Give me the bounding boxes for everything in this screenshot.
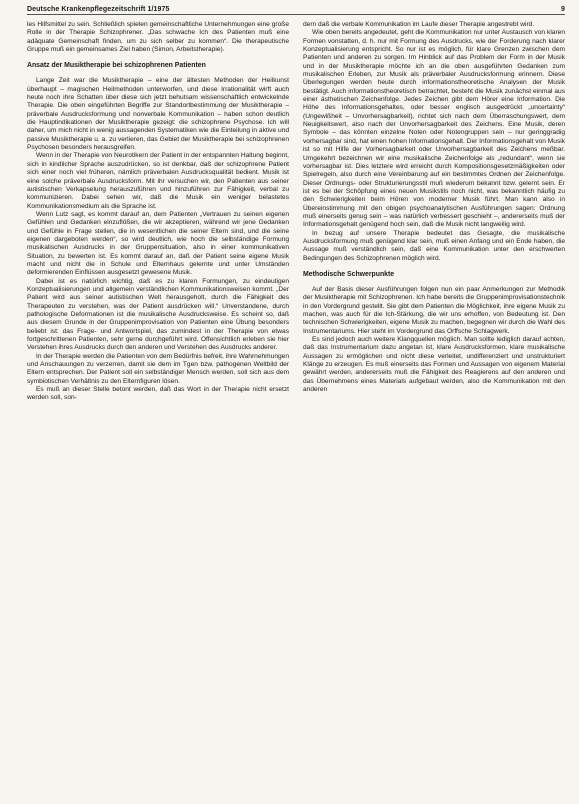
paragraph: dern daß die verbale Kommunikation im Laufe dieser Therapie angestrebt wird.: [303, 21, 535, 28]
section-heading: Ansatz der Musiktherapie bei schizophrenen Patienten: [27, 62, 206, 70]
journal-title: Deutsche Krankenpflegezeitschrift 1/1975: [27, 6, 170, 13]
paragraph: Auf der Basis dieser Ausführungen folgen nun ein paar Anmerkungen zur Methodik der Musiktherapie mit Schizophrenen. Ich habe bereits die Gruppenimprovisationstechnik in den Vordergrund gestellt. Sie gibt dem Patienten die Möglichkeit, ihre eigene Musik zu machen, was auch für die Ich-Stärkung, die wir uns erhoffen, von Bedeutung ist. Den technischen Schwierigkeiten, eigene Musik zu machen, begegnen wir durch die Wahl des Instrumentariums. Hier steht im Vordergrund das Orffsche Schlagwerk.: [303, 285, 565, 335]
right-column: [303, 21, 565, 403]
section-heading: Methodische Schwerpunkte: [303, 270, 395, 278]
paragraph: Dabei ist es natürlich wichtig, daß es zu klaren Formungen, zu eindeutigen Konzeptualisierungen und allgemein verständlichen Kommunikationsweisen kommt. „Der Patient wird aus seiner autistischen Welt herausgeholt, durch die Fähigkeit des Therapeuten zu verstehen, was der Patient ausdrücken will.“ Unverstandene, durch pathologische Deformationen ist die musikalische Ausdrucksweise. Es scheint so, daß aus diesem Grunde in der Gruppenimprovisation von Patienten eine Übung besonders beliebt ist: das Frage- und Antwortspiel, das zumindest in der Therapie von etwas fortgeschrittenen Patienten, sehr gerne durchgeführt wird. Offensichtlich erleben sie hier Verstehen ihres Ausdrucks durch den anderen und Verstehen des Ausdrucks anderer.: [27, 277, 289, 352]
paragraph: Lange Zeit war die Musiktherapie – eine der ältesten Methoden der Heilkunst überhaupt – magischen Heilmethoden unterworfen, und diese Irrationalität wirft auch heute noch ihre Schatten über diese sich jetzt behutsam wissenschaftlich entwickelnde Therapie. Die oben eingeführten Begriffe zur Standortbestimmung der Musiktherapie – präverbale Ausdrucksformung und nonverbale Kommunikation – haben schon deutlich die Hauptindikationen der Musiktherapie gezeigt: die schizophrene Psychose. Ich will daher, um mich nicht in wenig aussagenden Systematiken wie die Einteilung in aktive und passive Musiktherapie u. a. zu verlieren, das Gebiet der Musiktherapie bei schizophrenen Psychosen besonders herausgreifen.: [27, 77, 289, 152]
paragraph: In der Therapie werden die Patienten von dem Bedürfnis befreit, ihre Wahrnehmungen und Anschauungen zu verzerren, damit sie dem im Tgen bzw. pathogenen Weltbild der Eltern entsprechen. Der Patient soll ein selbständiger Mensch werden, soll sich aus dem symbiotischen Verhältnis zu den Elternfiguren lösen.: [27, 352, 289, 385]
page-header: [27, 6, 565, 15]
left-column: [27, 21, 289, 403]
paragraph: Es sind jedoch auch weitere Klangquellen möglich. Man sollte lediglich darauf achten, daß das Instrumentarium dazu angetan ist, klare Ausdrucksformen, klare musikalische Aussagen zu ermöglichen und nicht diese verleitet, undifferenziert und unstrukturiert Klänge zu erzeugen. Es muß einerseits das Formen und Aussagen von eigenem Material gewährt werden, andererseits muß die Fähigkeit des Reagierens auf den anderen und das Übernehmens eines Materials aufgebaut werden, also die Kommunikation mit den anderen: [303, 336, 565, 394]
page-number: 9: [561, 6, 565, 13]
text-columns: [27, 21, 565, 403]
paragraph: les Hilfsmittel zu sein. Schließlich spielen gemeinschaftliche Unternehmungen eine große Rolle in der Therapie Schizophrener. „Das schwache Ich des Patienten muß eine adäquate Gemeinschaft finden, um zu sich selber zu kommen“. Die therapeutische Gruppe muß ein gemeinsames Ziel haben (Simon, Arbeitstherapie).: [27, 21, 289, 54]
paragraph: In bezug auf unsere Therapie bedeutet das Gesagte, die musikalische Ausdrucksformung muß genügend klar sein, muß einen Anfang und ein Ende haben, die Aussage muß verständlich sein, daß eine Kommunikation unter den erschwerten Bedingungen des Schizophrenen möglich wird.: [303, 229, 565, 262]
paragraph: Wenn Lutz sagt, es kommt darauf an, dem Patienten „Vertrauen zu seinen eigenen Gefühlen und Gedanken einzuflößen, die wir akzeptieren, während wir jene Gedanken und Gefühle in Frage stellen, die in wesentlichen die seiner Eltern sind, und die seine eigenen dargeboten werden“, so wird deutlich, wie hoch die selbständige Formung musikalischen Ausdrucks in der Gruppensituation, also in einer kommunikativen Situation, zu bewerten ist. Es kommt darauf an, daß der Patient seine eigene Musik macht und nicht die in Schule und Elternhaus gelernte und unter Umständen deformierenden Einflüssen ausgesetzt gewesene Musik.: [27, 210, 289, 277]
paragraph: Es muß an dieser Stelle betont werden, daß das Wort in der Therapie nicht ersetzt werden soll, son-: [27, 386, 289, 402]
paragraph: Wenn in der Therapie von Neurotikern der Patient in der entspannten Haltung beginnt, sich in kindlicher Sprache auszudrücken, so ist denkbar, daß der schizophrene Patient sich einer noch viel früheren, nämlich präverbalen Ausdrucksqualität bedient. Musik ist eine solche präverbale Ausdrucksform. Mit ihr versuchen wir, den Patienten aus seiner autistischen Verkapselung herauszuführen und hinzuführen zur Fähigkeit, verbal zu kommunizieren. Dabei sehen wir, daß die Musik ein weniger belastetes Kommunikationsmedium als die Sprache ist.: [27, 152, 289, 210]
paragraph: Wie oben bereits angedeutet, geht die Kommunikation nur unter Austausch von klaren Formen vonstatten, d. h. nur mit Formung des Ausdrucks, wie der Forderung nach klarer Konzeptualisierung entspricht. So nur ist es möglich, für klare Grenzen zwischen dem Patienten und anderen zu sorgen. Im Hinblick auf das Problem der Form in der Musik und in der Musiktherapie möchte ich an die oben ausgeführten Gedanken zum musikalischen Erleben, zur Musik als präverbaler Ausdrucksformung erinnern. Diese Überlegungen werden heute durch informationstheoretische Analysen der Musik bestätigt. Auch informationstheoretisch betrachtet, besteht die Musik zunächst einmal aus einer ästhetischen Zeichenfolge. Jedes Zeichen gibt dem Hörer eine Information. Die Höhe des Informationsgehaltes, oder besser englisch ausgedrückt „uncertainty“ (Ungewißheit – Unvorhersagbarkeit), richtet sich nach dem Überraschungswert, dem Neuigkeitswert, also nach der Unvorhersagbarkeit des Zeichens. Eine Musik, deren Symbole – das könnten einzelne Noten oder Notengruppen sein – nur geringgradig vorhersagbar sind, hat einen hohen Informationsgehalt. Der Informationsgehalt von Musik ist so mit Hilfe der Vorhersagbarkeit oder Unvorhersagbarkeit des Zeichens meßbar. Umgekehrt bezeichnen wir eine musikalische Zeichenfolge als „redundant“, wenn sie vorhersagbar ist. Dies letztere wird erreicht durch Kompositionsgesetzmäßigkeiten oder Spielregeln, also durch eine Vereinbarung auf ein bestimmtes Ordnen der Zeichenfolge. Dieser Ordnungs- oder Strukturierungsstil muß wiederum bekannt bzw. gelernt sein. Er ist es bei der Schöpfung eines neuen Musikstils noch nicht, was bekanntlich häufig zu den Schwierigkeiten beim Hören von moderner Musik führt. Man kann also in Übereinstimmung mit den obigen psychoanalytischen Ausführungen sagen: Ordnung muß einerseits genug sein – was natürlich verbessert geschieht –, andererseits muß der Informationsgehalt genügend hoch sein, daß die Musik nicht langweilig wird.: [303, 29, 565, 229]
